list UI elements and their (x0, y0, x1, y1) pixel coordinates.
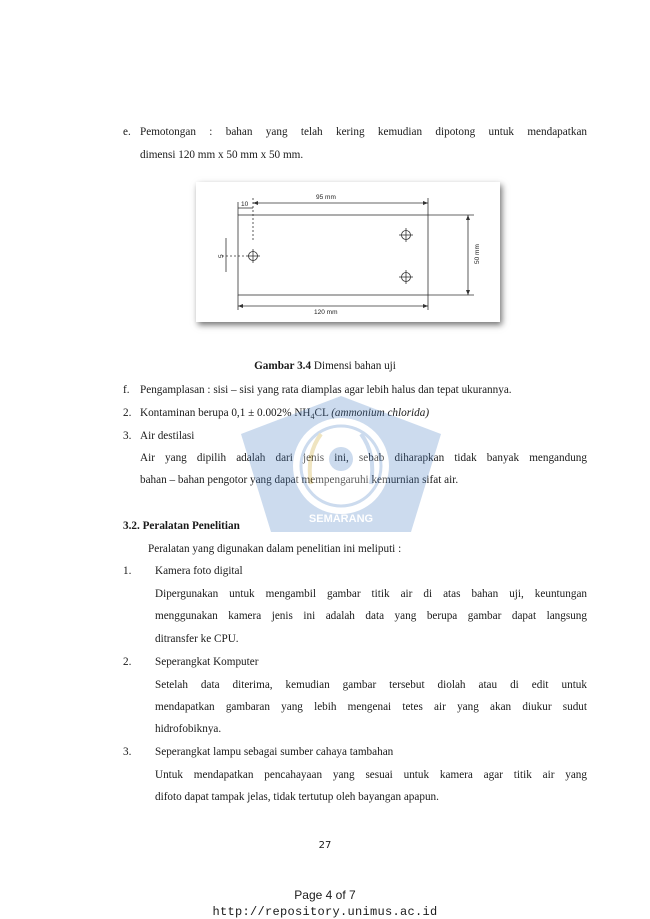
page-number: 27 (318, 840, 332, 851)
caption-label: Gambar 3.4 (254, 360, 312, 372)
tool-3-marker: 3. (123, 746, 132, 758)
watermark-inner-circle (293, 418, 389, 514)
watermark-text: SEMARANG (308, 513, 374, 525)
item-3-title: Air destilasi (140, 430, 195, 442)
item-3-marker: 3. (123, 430, 132, 442)
label-120mm: 120 mm (314, 309, 338, 316)
tool-1-title: Kamera foto digital (155, 565, 243, 577)
item-e-line2: dimensi 120 mm x 50 mm x 50 mm. (140, 149, 304, 161)
tool-3-title: Seperangkat lampu sebagai sumber cahaya tambahan (155, 746, 394, 758)
tool-2-marker: 2. (123, 656, 132, 668)
item-3-line1: Air yang dipilih adalah dari jenis ini, sebab diharapkan tidak banyak mengandung (140, 452, 587, 464)
label-50mm: 50 mm (474, 244, 481, 264)
item-e-line1: Pemotongan : bahan yang telah kering kemudian dipotong untuk mendapatkan (140, 126, 587, 138)
tool-3-line1: Untuk mendapatkan pencahayaan yang sesuai untuk kamera agar titik air yang (155, 769, 587, 781)
label-5: 5 (218, 254, 225, 258)
tool-2-line2: mendapatkan gambaran yang lebih mengenai tetes air yang akan diukur sudut (155, 701, 587, 713)
item-f-marker: f. (123, 384, 130, 396)
section-intro: Peralatan yang digunakan dalam penelitian ini meliputi : (148, 543, 402, 555)
item-2-marker: 2. (123, 407, 132, 419)
dimension-drawing (196, 182, 500, 322)
item-f-text: Pengamplasan : sisi – sisi yang rata diamplas agar lebih halus dan tepat ukurannya. (140, 384, 512, 396)
item-2-text: Kontaminan berupa 0,1 ± 0.002% $NH_4CL$ (ammonium chlorida) (140, 407, 430, 422)
item-e-marker: e. (123, 126, 131, 138)
section-heading: 3.2. Peralatan Penelitian (123, 520, 240, 532)
tool-2-title: Seperangkat Komputer (155, 656, 259, 668)
tool-3-line2: difoto dapat tampak jelas, tidak tertutup oleh bayangan apapun. (155, 791, 439, 803)
tool-2-line3: hidrofobiknya. (155, 723, 222, 735)
dimension-figure (196, 182, 500, 322)
tool-1-line2: menggunakan kamera jenis ini adalah data yang berupa gambar dapat langsung (155, 610, 587, 622)
label-95mm: 95 mm (316, 194, 336, 201)
tool-1-line3: ditransfer ke CPU. (155, 633, 239, 645)
tool-1-marker: 1. (123, 565, 132, 577)
footer-url: http://repository.unimus.ac.id (212, 905, 438, 919)
caption-text: Dimensi bahan uji (311, 360, 396, 372)
item-3-line2: bahan – bahan pengotor yang dapat mempengaruhi kemurnian sifat air. (140, 474, 459, 486)
footer-page-of: Page 4 of 7 (294, 888, 356, 902)
specimen-rect (238, 215, 428, 295)
tool-1-line1: Dipergunakan untuk mengambil gambar titik air di atas bahan uji, keuntungan (155, 588, 587, 600)
tool-2-line1: Setelah data diterima, kemudian gambar tersebut diolah atau di edit untuk (155, 679, 587, 691)
figure-caption (0, 359, 650, 373)
label-10: 10 (241, 201, 249, 208)
